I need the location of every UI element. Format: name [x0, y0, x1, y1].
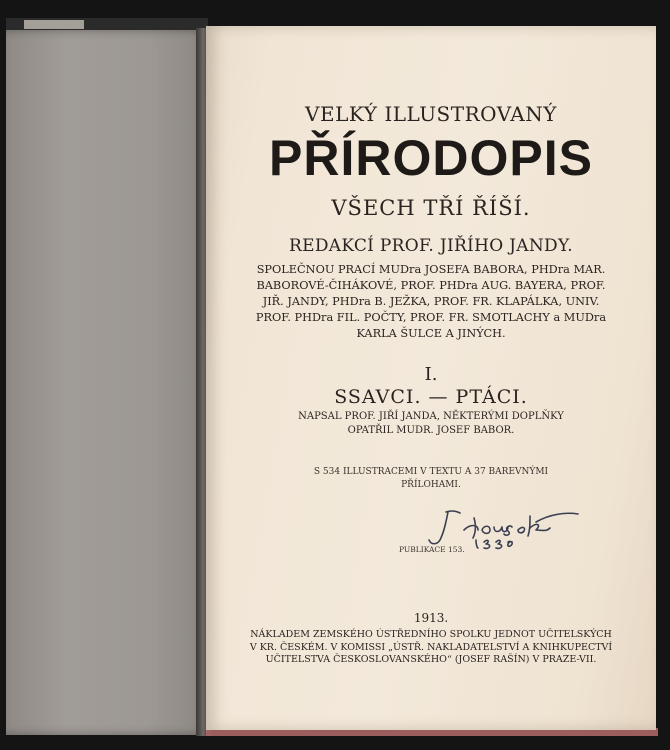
volume-number: I.	[424, 364, 438, 385]
contributors-line: SPOLEČNOU PRACÍ MUDra JOSEFA BABORA, PHDra MAR.	[256, 263, 606, 276]
contributors-line: BABOROVÉ-ČIHÁKOVÉ, PROF. PHDra AUG. BAYERA, PROF.	[256, 279, 606, 292]
contributors-line: PROF. PHDra FIL. POČTY, PROF. FR. SMOTLACHY a MUDra	[255, 311, 607, 324]
publication-year: 1913.	[413, 611, 449, 625]
author-block	[206, 410, 656, 438]
contributors-block	[206, 262, 656, 342]
publication-number: PUBLIKACE 153.	[399, 545, 465, 554]
author-line: NAPSAL PROF. JIŘÍ JANDA, NĚKTERÝMI DOPLŇKY	[298, 411, 564, 422]
illustrations-note	[206, 466, 656, 492]
publisher-line: V KR. ČESKÉM. V KOMISSI „ÚSTŘ. NAKLADATELSTVÍ A KNIHKUPECTVÍ	[249, 641, 613, 653]
handwritten-signature	[426, 500, 586, 550]
main-title: PŘÍRODOPIS	[269, 130, 593, 186]
publisher-block	[206, 629, 656, 667]
editor-line: REDAKCÍ PROF. JIŘÍHO JANDY.	[289, 236, 573, 256]
book-cover-board	[6, 30, 208, 735]
illustrations-line: S 534 ILLUSTRACEMI V TEXTU A 37 BAREVNÝMI	[313, 467, 549, 477]
header-line: VELKÝ ILLUSTROVANÝ	[305, 102, 557, 126]
contributors-line: JIŘ. JANDY, PHDra B. JEŽKA, PROF. FR. KLAPÁLKA, UNIV.	[262, 295, 600, 308]
cover-tape	[24, 20, 84, 29]
author-line: OPATŘIL MUDR. JOSEF BABOR.	[347, 425, 515, 436]
subtitle: VŠECH TŘÍ ŘÍŠÍ.	[331, 196, 531, 220]
publisher-line: UČITELSTVA ČESKOSLOVANSKÉHO“ (JOSEF RAŠÍN) V PRAZE-VII.	[265, 654, 597, 665]
illustrations-line: PŘÍLOHAMI.	[401, 480, 461, 490]
contributors-line: KARLA ŠULCE A JINÝCH.	[356, 327, 506, 340]
volume-title: SSAVCI. — PTÁCI.	[334, 386, 528, 408]
publisher-line: NÁKLADEM ZEMSKÉHO ÚSTŘEDNÍHO SPOLKU JEDNOT UČITELSKÝCH	[250, 629, 612, 640]
title-page	[206, 26, 656, 730]
